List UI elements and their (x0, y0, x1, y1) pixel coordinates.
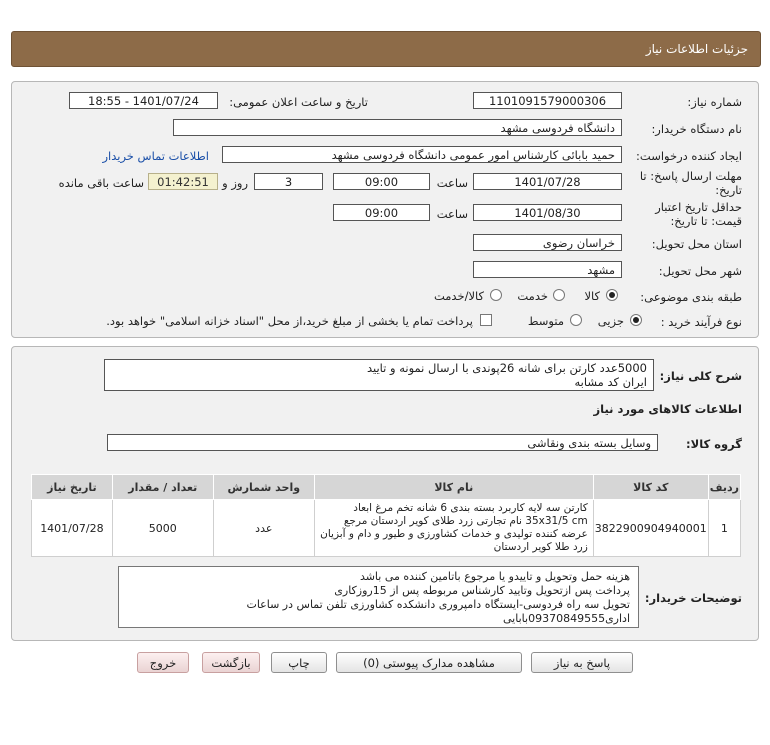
province-field[interactable]: خراسان رضوی (473, 234, 622, 251)
validity-time-field[interactable]: 09:00 (333, 204, 430, 221)
reply-button[interactable]: پاسخ به نیاز (531, 652, 633, 673)
process-medium-label: متوسط (527, 314, 564, 328)
days-field[interactable]: 3 (254, 173, 323, 190)
buyer-org-field[interactable]: دانشگاه فردوسی مشهد (173, 119, 622, 136)
print-button[interactable]: چاپ (271, 652, 327, 673)
col-header-unit: واحد شمارش (213, 475, 314, 500)
deadline-label-date: تاریخ: (715, 183, 742, 197)
buyer-notes-line: اداری09370849555بابایی (503, 612, 630, 625)
need-description-label: شرح کلی نیاز: (659, 369, 742, 383)
validity-date-field[interactable]: 1401/08/30 (473, 204, 622, 221)
col-header-date: تاریخ نیاز (32, 475, 113, 500)
requester-field[interactable]: حمید بابائی کارشناس امور عمومی دانشگاه فردوسی مشهد (222, 146, 622, 163)
deadline-date-field[interactable]: 1401/07/28 (473, 173, 622, 190)
buyer-notes-line: تحویل سه راه فردوسی-ایستگاه دامپروری دانشکده کشاورزی تلفن تماس در ساعات (246, 598, 630, 611)
validity-label: حداقل تاریخ اعتبار (655, 200, 742, 214)
buyer-notes-line: هزینه حمل وتحویل و تاییدو یا مرجوع باتامین کننده می باشد (359, 570, 630, 583)
table-row[interactable] (32, 500, 741, 557)
need-description-field[interactable] (104, 359, 654, 391)
col-header-name: نام کالا (314, 475, 593, 500)
remaining-label: ساعت باقی مانده (58, 176, 144, 190)
city-label: شهر محل تحویل: (658, 264, 742, 278)
need-description-line: ایران کد مشابه (574, 375, 647, 389)
validity-label-date: قیمت: تا تاریخ: (670, 214, 742, 228)
buyer-notes-line: پرداخت پس ازتحویل وتایید کارشناس مربوطه پس از 15روزکاری (334, 584, 630, 597)
attachments-button[interactable]: مشاهده مدارک پیوستی (0) (336, 652, 522, 673)
page-header (11, 31, 761, 67)
buyer-contact-link[interactable]: اطلاعات تماس خریدار (102, 149, 209, 163)
category-radio-goods-service[interactable] (490, 289, 502, 301)
announce-label: تاریخ و ساعت اعلان عمومی: (229, 95, 368, 109)
table-header-row (32, 475, 741, 500)
process-radio-minor[interactable] (630, 314, 642, 326)
col-header-code: کد کالا (593, 475, 708, 500)
category-radio-goods[interactable] (606, 289, 618, 301)
deadline-time-label: ساعت (436, 176, 468, 190)
treasury-payment-note: پرداخت تمام یا بخشی از مبلغ خرید،از محل "اسناد خزانه اسلامی" خواهد بود. (106, 314, 473, 328)
need-number-label: شماره نیاز: (687, 95, 742, 109)
buyer-notes-label: توضیحات خریدار: (644, 591, 742, 605)
cell-name: کارتن سه لایه کاربرد بسته بندی 6 شانه تخم مرغ ابعاد 35x31/5 cm نام تجارتی زرد طلای کویر اردستان مرجع عرضه کننده تولیدی و خدمات کشاورزی و طیور و دام و آبزیان زرد طلا کویر اردستان (314, 500, 593, 557)
category-goods-label: کالا (584, 289, 600, 303)
exit-button[interactable]: خروج (137, 652, 189, 673)
remaining-time-field: 01:42:51 (148, 173, 218, 190)
cell-row-number: 1 (708, 500, 740, 557)
category-radio-service[interactable] (553, 289, 565, 301)
cell-qty: 5000 (112, 500, 213, 557)
deadline-label: مهلت ارسال پاسخ: تا (639, 169, 742, 183)
goods-table (31, 474, 741, 557)
buyer-notes-field[interactable] (118, 566, 639, 628)
process-label: نوع فرآیند خرید : (660, 315, 742, 329)
category-goods-service-label: کالا/خدمت (433, 289, 484, 303)
announce-datetime-field[interactable]: 1401/07/24 - 18:55 (69, 92, 218, 109)
need-number-field[interactable]: 1101091579000306 (473, 92, 622, 109)
validity-time-label: ساعت (436, 207, 468, 221)
treasury-payment-checkbox[interactable] (480, 314, 492, 326)
goods-group-field[interactable]: وسایل بسته بندی ونقاشی (107, 434, 658, 451)
city-field[interactable]: مشهد (473, 261, 622, 278)
need-description-line: 5000عدد کارتن برای شانه 26پوندی با ارسال نمونه و تایید (366, 361, 647, 375)
back-button[interactable]: بازگشت (202, 652, 260, 673)
province-label: استان محل تحویل: (651, 237, 742, 251)
goods-info-title: اطلاعات کالاهای مورد نیاز (593, 402, 742, 416)
category-label: طبقه بندی موضوعی: (640, 290, 742, 304)
buyer-org-label: نام دستگاه خریدار: (651, 122, 742, 136)
deadline-time-field[interactable]: 09:00 (333, 173, 430, 190)
category-service-label: خدمت (517, 289, 548, 303)
col-header-qty: تعداد / مقدار (112, 475, 213, 500)
cell-code: 3822900904940001 (593, 500, 708, 557)
cell-unit: عدد (213, 500, 314, 557)
process-minor-label: جزیی (597, 314, 624, 328)
page-title: جزئیات اطلاعات نیاز (645, 42, 748, 56)
col-header-row-number: ردیف (708, 475, 740, 500)
goods-group-label: گروه کالا: (686, 437, 742, 451)
process-radio-medium[interactable] (570, 314, 582, 326)
cell-date: 1401/07/28 (32, 500, 113, 557)
requester-label: ایجاد کننده درخواست: (636, 149, 742, 163)
days-label: روز و (222, 176, 248, 190)
